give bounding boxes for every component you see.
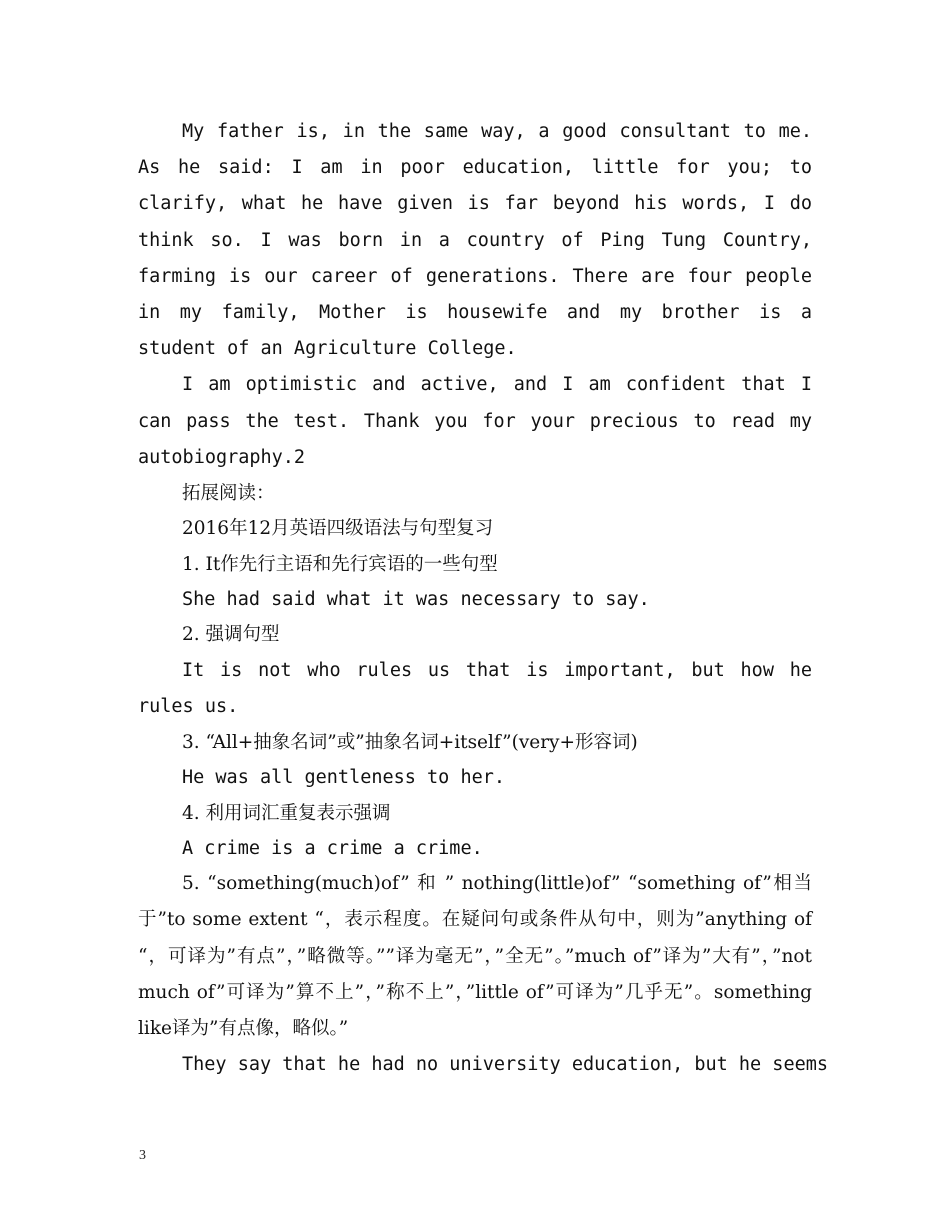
section-5-paragraph: 5. “something(much)of” 和 ” nothing(little)of” “something of”相当于”to some extent “，表示程度。在疑问句或条件从句中，则为”anything of “，可译为”有点”，”略微等。””译为毫无”，”全无”。”much of”译为”大有”，”not much of”可译为”算不上”，”称不上”，”little of”可译为”几乎无”。something like译为”有点像，略似。” — [138, 873, 812, 1039]
example-sentence-4: A crime is a crime a crime. — [182, 837, 483, 859]
document-body — [138, 114, 829, 1082]
page-number: 3 — [139, 1148, 146, 1163]
section-3-heading: 3. “All+抽象名词”或”抽象名词+itself”(very+形容词) — [182, 731, 638, 753]
paragraph-father: My father is, in the same way, a good consultant to me. As he said: I am in poor education, little for you; to clarify, what he have given is far beyond his words, I do think so. I was born in a country of Ping Tung Country, farming is our career of generations. There are four people in my family, Mother is housewife and my brother is a student of an Agriculture College. — [138, 121, 812, 360]
section-1-heading: 1. It作先行主语和先行宾语的一些句型 — [182, 553, 498, 575]
section-2-heading: 2. 强调句型 — [182, 624, 280, 646]
extended-reading-heading: 拓展阅读： — [182, 483, 275, 505]
example-sentence-5: They say that he had no university education, but he seems — [182, 1054, 829, 1076]
example-sentence-3: He was all gentleness to her. — [182, 767, 506, 789]
example-sentence-1: She had said what it was necessary to say. — [182, 588, 650, 610]
paragraph-optimistic: I am optimistic and active, and I am confident that I can pass the test. Thank you for your precious to read my autobiography.2 — [138, 374, 812, 468]
example-sentence-2: It is not who rules us that is important, but how he rules us. — [138, 659, 812, 717]
section-4-heading: 4. 利用词汇重复表示强调 — [182, 802, 391, 824]
grammar-review-title: 2016年12月英语四级语法与句型复习 — [182, 518, 494, 540]
